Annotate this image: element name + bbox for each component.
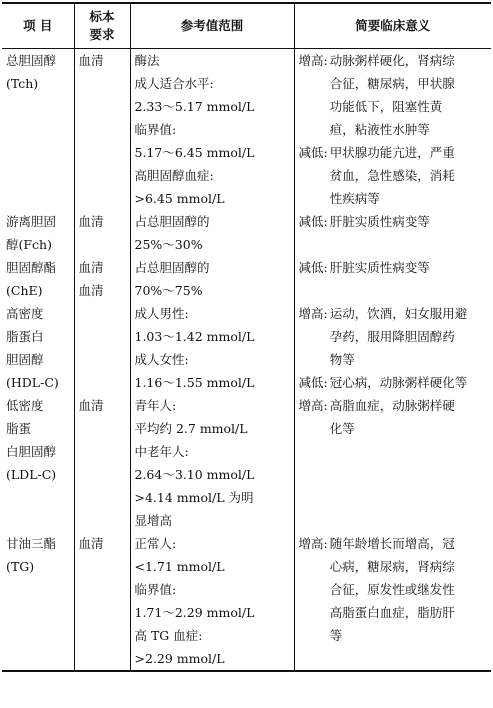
table-row [2, 532, 491, 671]
reference-value-line: 成人男性: [134, 306, 189, 321]
item-name-line: (LDL-C) [6, 467, 57, 482]
reference-value-line: 高 TG 血症: [134, 628, 203, 643]
item-name-line: 甘油三酯 [6, 536, 57, 551]
significance-text-line: 物等 [329, 352, 355, 367]
item-name-line: (ChE) [6, 283, 43, 298]
reference-value-line: 成人适合水平: [134, 76, 214, 91]
item-name-line: 脂蛋白 [6, 329, 44, 344]
item-name-line: 高密度 [6, 306, 44, 321]
significance-text-line: 甲状腺功能亢进，严重 [329, 145, 455, 160]
reference-value-line: 临界值: [134, 582, 177, 597]
item-name-line: 醇(Fch) [6, 237, 52, 252]
significance-tag: 减低: [298, 145, 328, 160]
specimen-cell [74, 532, 130, 671]
significance-text-line: 肝脏实质性病变等 [329, 260, 430, 275]
significance-text-line: 性疾病等 [329, 191, 380, 206]
reference-value-line: 1.16～1.55 mmol/L [134, 375, 255, 390]
header-specimen-line-2: 要求 [89, 27, 115, 42]
table-row [2, 210, 491, 256]
significance-entry [299, 256, 489, 279]
reference-value-line: 显增高 [134, 513, 173, 528]
significance-text-line: 动脉粥样硬化，肾病综 [329, 53, 455, 68]
significance-cell [294, 532, 491, 671]
significance-cell [294, 210, 491, 256]
reference-value-line: 2.33～5.17 mmol/L [134, 99, 255, 114]
significance-text-line: 随年龄增长而增高，冠 [329, 536, 455, 551]
reference-value-line: 1.03～1.42 mmol/L [134, 329, 255, 344]
reference-value-line: 中老年人: [134, 444, 189, 459]
reference-value-line: 占总胆固醇的 [134, 260, 210, 275]
reference-value-line: 临界值: [134, 122, 177, 137]
reference-value-line: 70%～75% [134, 283, 203, 298]
significance-tag: 减低: [298, 375, 328, 390]
significance-tag: 增高: [298, 53, 328, 68]
item-name-line: 胆固醇酯 [6, 260, 57, 275]
reference-cell [130, 302, 294, 394]
significance-text-line: 等 [329, 628, 343, 643]
specimen-label: 血清 [78, 283, 104, 298]
significance-tag: 增高: [298, 398, 328, 413]
significance-tag: 减低: [298, 260, 328, 275]
header-specimen [74, 3, 130, 49]
header-significance: 简要临床意义 [294, 3, 491, 49]
significance-text-line: 贫血，急性感染，消耗 [329, 168, 455, 183]
significance-text-line: 心病，糖尿病，肾病综 [329, 559, 455, 574]
header-reference: 参考值范围 [130, 3, 294, 49]
specimen-label: 血清 [78, 53, 104, 68]
reference-value-line: >4.14 mmol/L 为明 [134, 490, 254, 505]
significance-cell [294, 302, 491, 394]
item-name-line: 总胆固醇 [6, 53, 57, 68]
item-name-line: 脂蛋 [6, 421, 32, 436]
item-cell [2, 394, 74, 532]
reference-value-line: 平均约 2.7 mmol/L [134, 421, 248, 436]
item-name-line: (Tch) [6, 76, 39, 91]
item-name-line: (TG) [6, 559, 35, 574]
table-row [2, 394, 491, 532]
table-header-row [2, 3, 491, 49]
significance-text-line: 疸，粘液性水肿等 [329, 122, 430, 137]
item-cell [2, 532, 74, 671]
item-cell [2, 210, 74, 256]
reference-value-line: 占总胆固醇的 [134, 214, 210, 229]
reference-value-line: 1.71～2.29 mmol/L [134, 605, 255, 620]
reference-value-line: 高胆固醇血症: [134, 168, 214, 183]
significance-entry [299, 394, 489, 440]
significance-cell [294, 256, 491, 302]
significance-text-line: 合征，糖尿病，甲状腺 [329, 76, 455, 91]
significance-cell [294, 49, 491, 211]
reference-cell [130, 210, 294, 256]
significance-tag: 减低: [298, 214, 328, 229]
reference-cell [130, 532, 294, 671]
significance-entry [299, 302, 489, 371]
header-specimen-line-1: 标本 [89, 9, 115, 24]
table-row [2, 49, 491, 211]
reference-value-line: <1.71 mmol/L [134, 559, 225, 574]
lipid-reference-table [2, 2, 491, 672]
reference-cell [130, 256, 294, 302]
item-name-line: 胆固醇 [6, 352, 44, 367]
specimen-cell [74, 302, 130, 394]
specimen-cell [74, 210, 130, 256]
reference-value-line: 成人女性: [134, 352, 189, 367]
significance-entry [299, 532, 489, 647]
reference-cell [130, 49, 294, 211]
significance-text-line: 合征，原发性或继发性 [329, 582, 455, 597]
item-name-line: 低密度 [6, 398, 44, 413]
significance-cell [294, 394, 491, 532]
significance-text-line: 运动，饮酒，妇女服用避 [329, 306, 468, 321]
significance-text-line: 冠心病，动脉粥样硬化等 [329, 375, 468, 390]
item-cell [2, 256, 74, 302]
table-body [2, 49, 491, 672]
specimen-label: 血清 [78, 260, 104, 275]
table-row [2, 302, 491, 394]
reference-value-line: >6.45 mmol/L [134, 191, 225, 206]
reference-value-line: >2.29 mmol/L [134, 651, 225, 666]
reference-value-line: 2.64～3.10 mmol/L [134, 467, 255, 482]
significance-tag: 增高: [298, 536, 328, 551]
reference-value-line: 正常人: [134, 536, 177, 551]
significance-text-line: 化等 [329, 421, 355, 436]
significance-text-line: 功能低下，阻塞性黄 [329, 99, 443, 114]
item-name-line: 游离胆固 [6, 214, 57, 229]
table-row [2, 256, 491, 302]
specimen-label: 血清 [78, 214, 104, 229]
item-name-line: (HDL-C) [6, 375, 59, 390]
specimen-cell [74, 256, 130, 302]
significance-entry [299, 141, 489, 210]
reference-value-line: 青年人: [134, 398, 177, 413]
significance-text-line: 孕药，服用降胆固醇药 [329, 329, 455, 344]
reference-value-line: 5.17～6.45 mmol/L [134, 145, 255, 160]
significance-entry [299, 371, 489, 394]
specimen-label: 血清 [78, 536, 104, 551]
significance-entry [299, 49, 489, 141]
item-cell [2, 49, 74, 211]
significance-text-line: 高脂蛋白血症，脂肪肝 [329, 605, 455, 620]
significance-text-line: 高脂血症，动脉粥样硬 [329, 398, 455, 413]
item-cell [2, 302, 74, 394]
reference-value-line: 酶法 [134, 53, 160, 68]
significance-tag: 增高: [298, 306, 328, 321]
specimen-cell [74, 49, 130, 211]
reference-cell [130, 394, 294, 532]
specimen-label: 血清 [78, 398, 104, 413]
significance-entry [299, 210, 489, 233]
item-name-line: 白胆固醇 [6, 444, 57, 459]
significance-text-line: 肝脏实质性病变等 [329, 214, 430, 229]
specimen-cell [74, 394, 130, 532]
reference-value-line: 25%～30% [134, 237, 203, 252]
header-item: 项 目 [2, 3, 74, 49]
